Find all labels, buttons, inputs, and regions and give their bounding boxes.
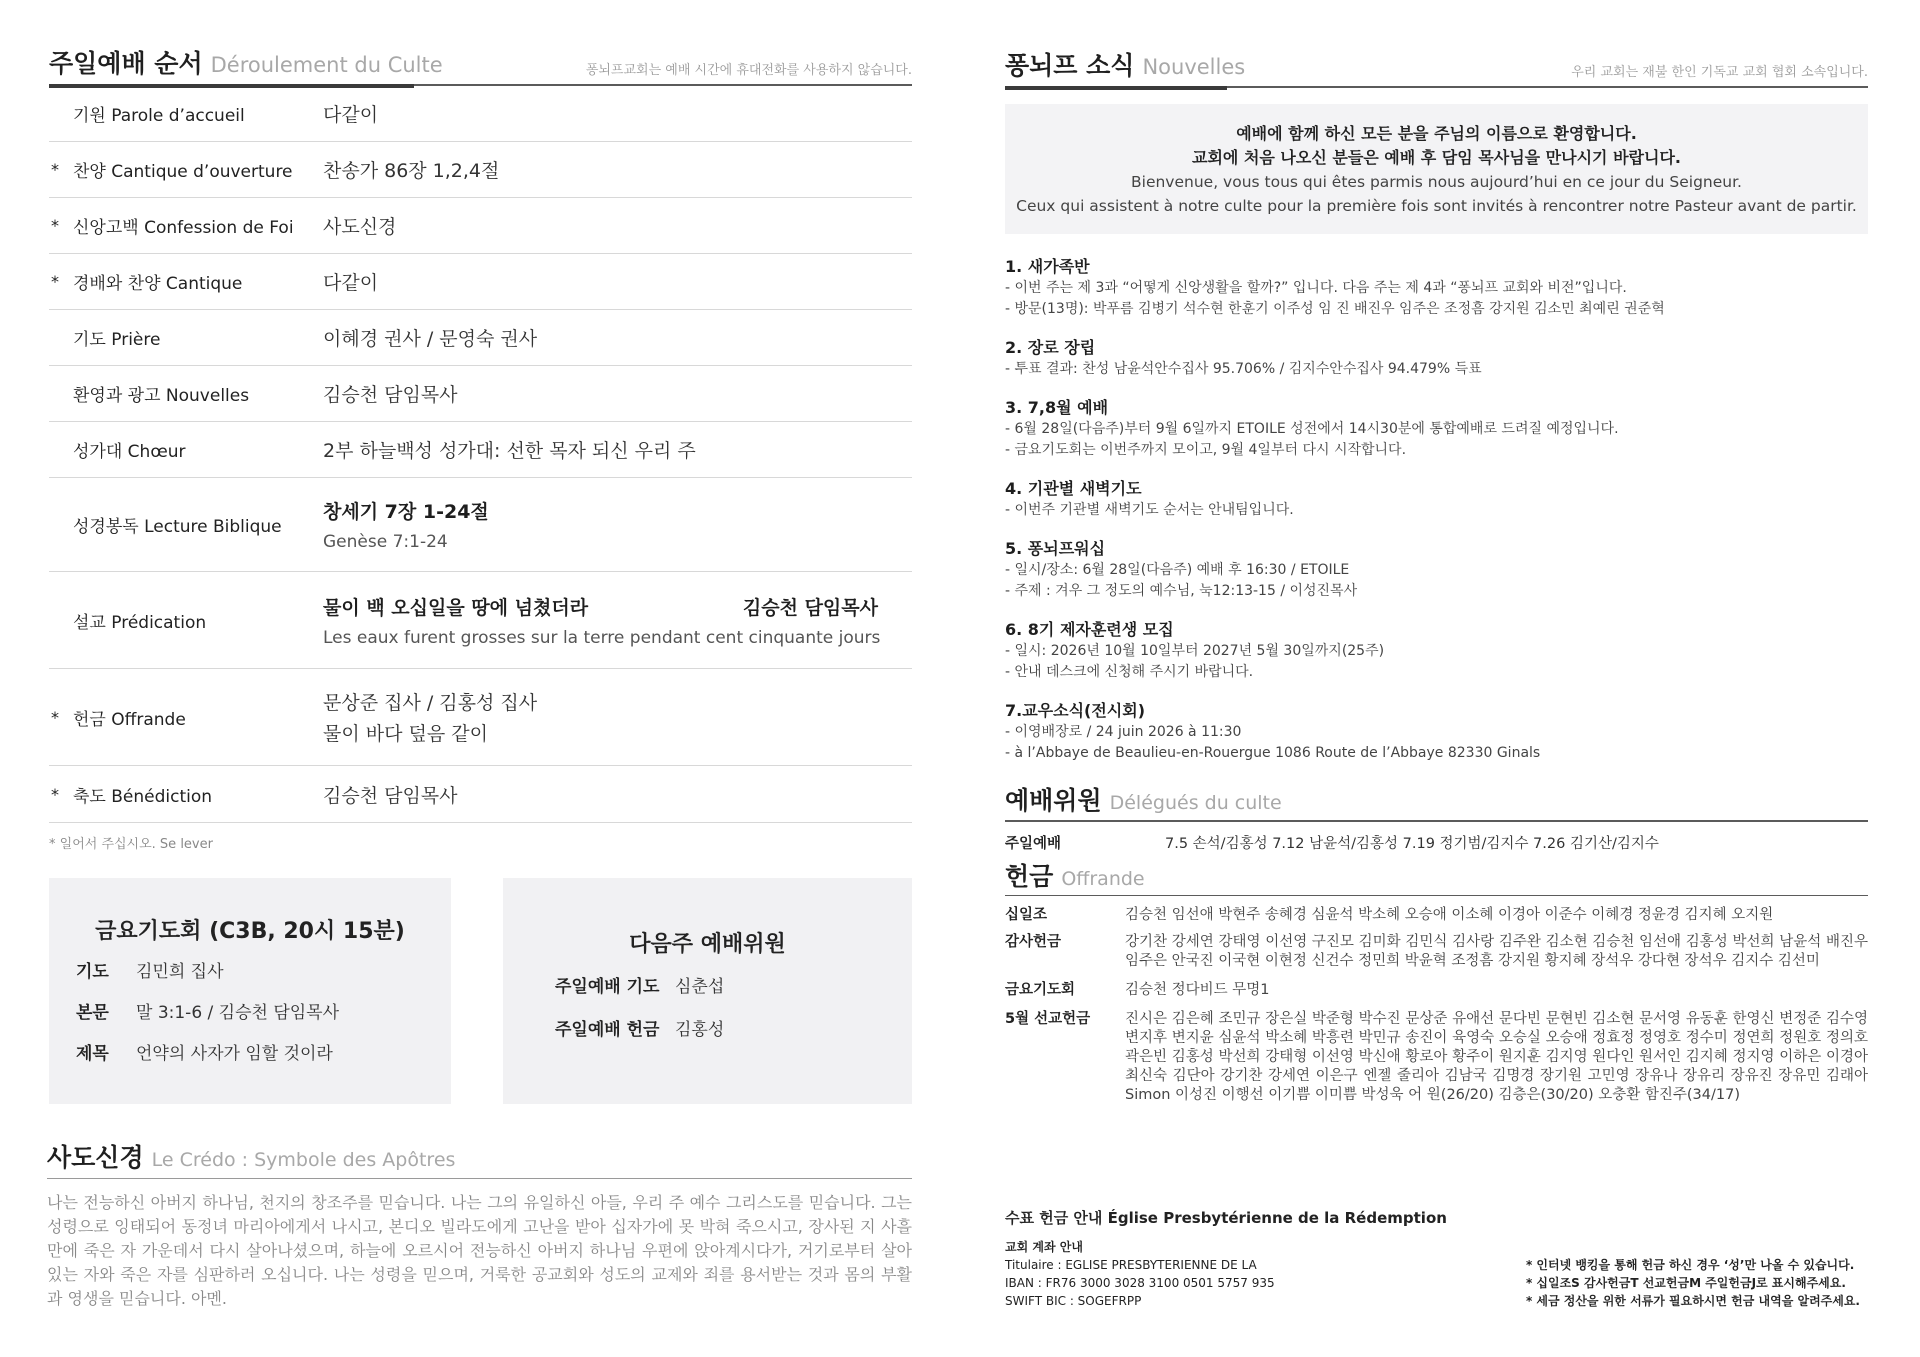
- offering-row: 십일조 김승천 임선애 박현주 송혜경 심윤석 박소혜 오승애 이소혜 이경아 이준수 이혜경 정윤경 김지혜 오지원: [1005, 907, 1774, 923]
- order-value: 이혜경 권사 / 문영숙 권사: [323, 328, 538, 350]
- stand-footnote: * 일어서 주십시오. Se lever: [49, 837, 213, 852]
- news-item: 4. 기관별 새벽기도 - 이번주 기관별 새벽기도 순서는 안내팀입니다.: [1005, 479, 1294, 518]
- news-title-fr: Nouvelles: [1142, 55, 1246, 79]
- sermon-title-ko: 물이 백 오십일을 땅에 넘쳤더라: [323, 596, 589, 619]
- welcome-box: [1005, 104, 1868, 234]
- offering-header: [1005, 857, 1868, 896]
- order-label: 성경봉독 Lecture Biblique: [73, 517, 282, 537]
- offering-hymn: 물이 바다 덮음 같이: [323, 723, 488, 745]
- order-title-ko: 주일예배 순서: [49, 49, 203, 78]
- order-row: [49, 766, 912, 823]
- friday-prayer-card: [49, 878, 451, 1104]
- order-title-fr: Déroulement du Culte: [210, 53, 443, 77]
- delegates-title-ko: 예배위원: [1005, 786, 1102, 815]
- news-item: 5. 퐁뇌프워십 - 일시/장소: 6월 28일(다음주) 예배 후 16:30 / ETOILE - 주제 : 겨우 그 정도의 예수님, 눅12:13-15 / 이성진목사: [1005, 539, 1358, 599]
- order-row: [49, 366, 912, 422]
- next-week-card: [503, 878, 912, 1104]
- welcome-ko-1: 예배에 함께 하신 모든 분을 주님의 이름으로 환영합니다.: [1236, 124, 1637, 143]
- bank-iban: IBAN : FR76 3000 3028 3100 0501 5757 935: [1005, 1276, 1275, 1290]
- stand-marker: *: [51, 707, 59, 727]
- order-label: 찬양 Cantique d’ouverture: [73, 162, 293, 182]
- order-row: [49, 86, 912, 142]
- order-value: 2부 하늘백성 성가대: 선한 목자 되신 우리 주: [323, 440, 696, 462]
- order-label: 설교 Prédication: [73, 612, 207, 633]
- delegates-row: 주일예배 7.5 손석/김홍성 7.12 남윤석/김홍성 7.19 정기범/김지수 7.26 김기산/김지수: [1005, 836, 1659, 852]
- preacher: 김승천 담임목사: [742, 596, 878, 619]
- order-value: 다같이: [323, 104, 379, 126]
- bank-note: * 인터넷 뱅킹을 통해 헌금 하신 경우 ‘성’만 나올 수 있습니다.: [1525, 1258, 1855, 1272]
- order-value: 찬송가 86장 1,2,4절: [323, 160, 500, 182]
- order-row: [49, 142, 912, 198]
- order-row-offering: [49, 669, 912, 766]
- offering-deacons: 문상준 집사 / 김홍성 집사: [323, 692, 538, 714]
- stand-marker: *: [51, 272, 59, 291]
- order-value: 김승천 담임목사: [323, 384, 458, 406]
- creed-header: [47, 1138, 912, 1179]
- news-title-ko: 퐁뇌프 소식: [1005, 51, 1135, 80]
- bank-note: * 십일조S 감사헌금T 선교헌금M 주일헌금J로 표시해주세요.: [1525, 1276, 1846, 1290]
- order-section-header: [49, 44, 912, 86]
- news-item: 1. 새가족반 - 이번 주는 제 3과 “어떻게 신앙생활을 할까?” 입니다. 다음 주는 제 4과 “퐁뇌프 교회와 비전”입니다. - 방문(13명): 박푸름 김병기 석수현 한훈기 이주성 임 진 배진우 임주은 조정흠 강지원 김소민 최예린 권준혁: [1005, 257, 1665, 317]
- header-accent-bar: [49, 84, 414, 88]
- header-accent-bar: [1005, 86, 1227, 90]
- offering-title-fr: Offrande: [1061, 868, 1145, 890]
- offering-row: 금요기도회 김승천 정다비드 무명1: [1005, 982, 1270, 998]
- order-label: 헌금 Offrande: [73, 709, 186, 730]
- next-week-title: 다음주 예배위원: [629, 932, 786, 957]
- order-label: 기원 Parole d’accueil: [73, 106, 245, 126]
- friday-item: 제목 언약의 사자가 임할 것이라: [76, 1044, 333, 1064]
- association-notice: 우리 교회는 재불 한인 기독교 교회 협회 소속입니다.: [1571, 65, 1868, 80]
- order-row: [49, 422, 912, 478]
- order-label: 환영과 광고 Nouvelles: [73, 386, 250, 406]
- creed-text: 나는 전능하신 아버지 하나님, 천지의 창조주를 믿습니다. 나는 그의 유일하신 아들, 우리 주 예수 그리스도를 믿습니다. 그는 성령으로 잉태되어 동정녀 마리아에게서 나시고, 본디오 빌라도에게 고난을 받아 십자가에 못 박혀 죽으시고, 장사된 지 사흘만에 죽은 자 가운데서 다시 살아나셨으며, 하늘에 오르시어 전능하신 아버지 하나님 우편에 앉아계시다가, 거기로부터 살아있는 자와 죽은 자를 심판하러 오십니다. 나는 성령을 믿으며, 거룩한 공교회와 성도의 교제와 죄를 용서받는 것과 몸의 부활과 영생을 믿습니다. 아멘.: [47, 1193, 912, 1308]
- stand-marker: *: [51, 216, 59, 235]
- order-row: [49, 198, 912, 254]
- news-item: 6. 8기 제자훈련생 모집 - 일시: 2026년 10월 10일부터 2027년 5월 30일까지(25주) - 안내 데스크에 신청해 주시기 바랍니다.: [1005, 620, 1385, 680]
- order-row: [49, 254, 912, 310]
- welcome-ko-2: 교회에 처음 나오신 분들은 예배 후 담임 목사님을 만나시기 바랍니다.: [1192, 148, 1681, 167]
- delegates-title-fr: Délégués du culte: [1109, 792, 1282, 814]
- offering-row: 5월 선교헌금 진시은 김은혜 조민규 장은실 박준형 박수진 문상준 유애선 문다빈 문현빈 김소현 문서영 유동훈 한영신 변정준 김수영 변지후 변지윤 심윤석 박소혜 박흥련 박민규 송진이 육영숙 오승실 오승애 정효정 정영호 정수미 정연희 정원호 정의호 곽은빈 김홍성 박선희 강태형 이선영 박신애 황로아 황주이 원지훈 김지영 원다인 원서인 김지혜 정지영 이하은 이경아 최신숙 김단아 강기찬 강세연 이은구 엔젤 줄리아 김남국 김명경 장기원 고민영 장유나 장유리 장유진 장유민 김래아 Simon 이성진 이행선 이기쁨 이미쁨 박성욱 어 원(26/20) 김층은(30/20) 오충환 함진주(34/17): [1005, 1011, 1868, 1103]
- left-column: [49, 0, 912, 852]
- stand-marker: *: [51, 160, 59, 179]
- friday-item: 본문 말 3:1-6 / 김승천 담임목사: [76, 1003, 340, 1023]
- welcome-fr-1: Bienvenue, vous tous qui êtes parmis nous aujourd’hui en ce jour du Seigneur.: [1131, 173, 1742, 191]
- right-column: [1005, 0, 1868, 1105]
- offering-list: [1005, 906, 1868, 1105]
- creed-section: [47, 1138, 912, 1311]
- order-row-sermon: [49, 572, 912, 669]
- order-row: [49, 310, 912, 366]
- offering-row: 감사헌금 강기찬 강세연 강태영 이선영 구진모 김미화 김민식 김사랑 김주완 김소현 김승천 임선애 김홍성 박선희 남윤석 배진우 임주은 안국진 이국현 이현정 신건수 정민희 박윤혁 조정흠 강지원 황지혜 장석우 강다현 장석우 김지수 김선미: [1005, 934, 1868, 969]
- bank-titulaire: Titulaire : EGLISE PRESBYTERIENNE DE LA: [1005, 1258, 1257, 1272]
- bank-title: 수표 헌금 안내 Église Presbytérienne de la Rédemption: [1005, 1209, 1447, 1227]
- news-section-header: [1005, 46, 1868, 88]
- order-value: 다같이: [323, 272, 379, 294]
- offering-title-ko: 헌금: [1005, 862, 1054, 891]
- friday-prayer-title: 금요기도회 (C3B, 20시 15분): [95, 919, 405, 944]
- order-label: 축도 Bénédiction: [73, 786, 213, 807]
- next-week-item: 주일예배 기도 심춘섭: [555, 977, 725, 997]
- creed-title-fr: Le Crédo : Symbole des Apôtres: [151, 1149, 456, 1171]
- reading-ref-ko: 창세기 7장 1-24절: [323, 501, 489, 523]
- phone-notice: 퐁뇌프교회는 예배 시간에 휴대전화를 사용하지 않습니다.: [585, 63, 912, 78]
- next-week-item: 주일예배 헌금 김홍성: [555, 1020, 725, 1040]
- delegates-header: [1005, 781, 1868, 822]
- order-label: 성가대 Chœur: [73, 442, 186, 462]
- news-item: 7.교우소식(전시회) - 이영배장로 / 24 juin 2026 à 11:30 - à l’Abbaye de Beaulieu-en-Rouergue 1086 Route de l’Abbaye 82330 Ginals: [1005, 701, 1541, 761]
- welcome-fr-2: Ceux qui assistent à notre culte pour la première fois sont invités à rencontrer notre Pasteur avant de partir.: [1016, 197, 1857, 215]
- sermon-title-fr: Les eaux furent grosses sur la terre pendant cent cinquante jours: [323, 627, 881, 648]
- creed-title-ko: 사도신경: [47, 1143, 144, 1172]
- order-value: 김승천 담임목사: [323, 784, 458, 807]
- order-row-reading: [49, 478, 912, 572]
- bank-swift: SWIFT BIC : SOGEFRPP: [1005, 1294, 1142, 1308]
- order-label: 기도 Prière: [73, 330, 161, 350]
- news-item: 2. 장로 장립 - 투표 결과: 찬성 남윤석안수집사 95.706% / 김지수안수집사 94.479% 득표: [1005, 338, 1482, 377]
- stand-marker: *: [51, 784, 59, 804]
- bank-label: 교회 계좌 안내: [1005, 1240, 1083, 1254]
- order-value: 사도신경: [323, 216, 397, 238]
- bank-info: [1005, 1207, 1868, 1310]
- order-label: 경배와 찬양 Cantique: [73, 274, 243, 294]
- news-item: 3. 7,8월 예배 - 6월 28일(다음주)부터 9월 6일까지 ETOILE 성전에서 14시30분에 통합예배로 드려질 예정입니다. - 금요기도회는 이번주까지 모이고, 9월 4일부터 다시 시작합니다.: [1005, 398, 1619, 458]
- friday-item: 기도 김민희 집사: [76, 962, 224, 982]
- order-label: 신앙고백 Confession de Foi: [73, 218, 294, 238]
- order-table: [49, 86, 912, 823]
- reading-ref-fr: Genèse 7:1-24: [323, 532, 448, 552]
- bank-note: * 세금 정산을 위한 서류가 필요하시면 헌금 내역을 알려주세요.: [1525, 1294, 1860, 1308]
- news-list: [1005, 256, 1868, 764]
